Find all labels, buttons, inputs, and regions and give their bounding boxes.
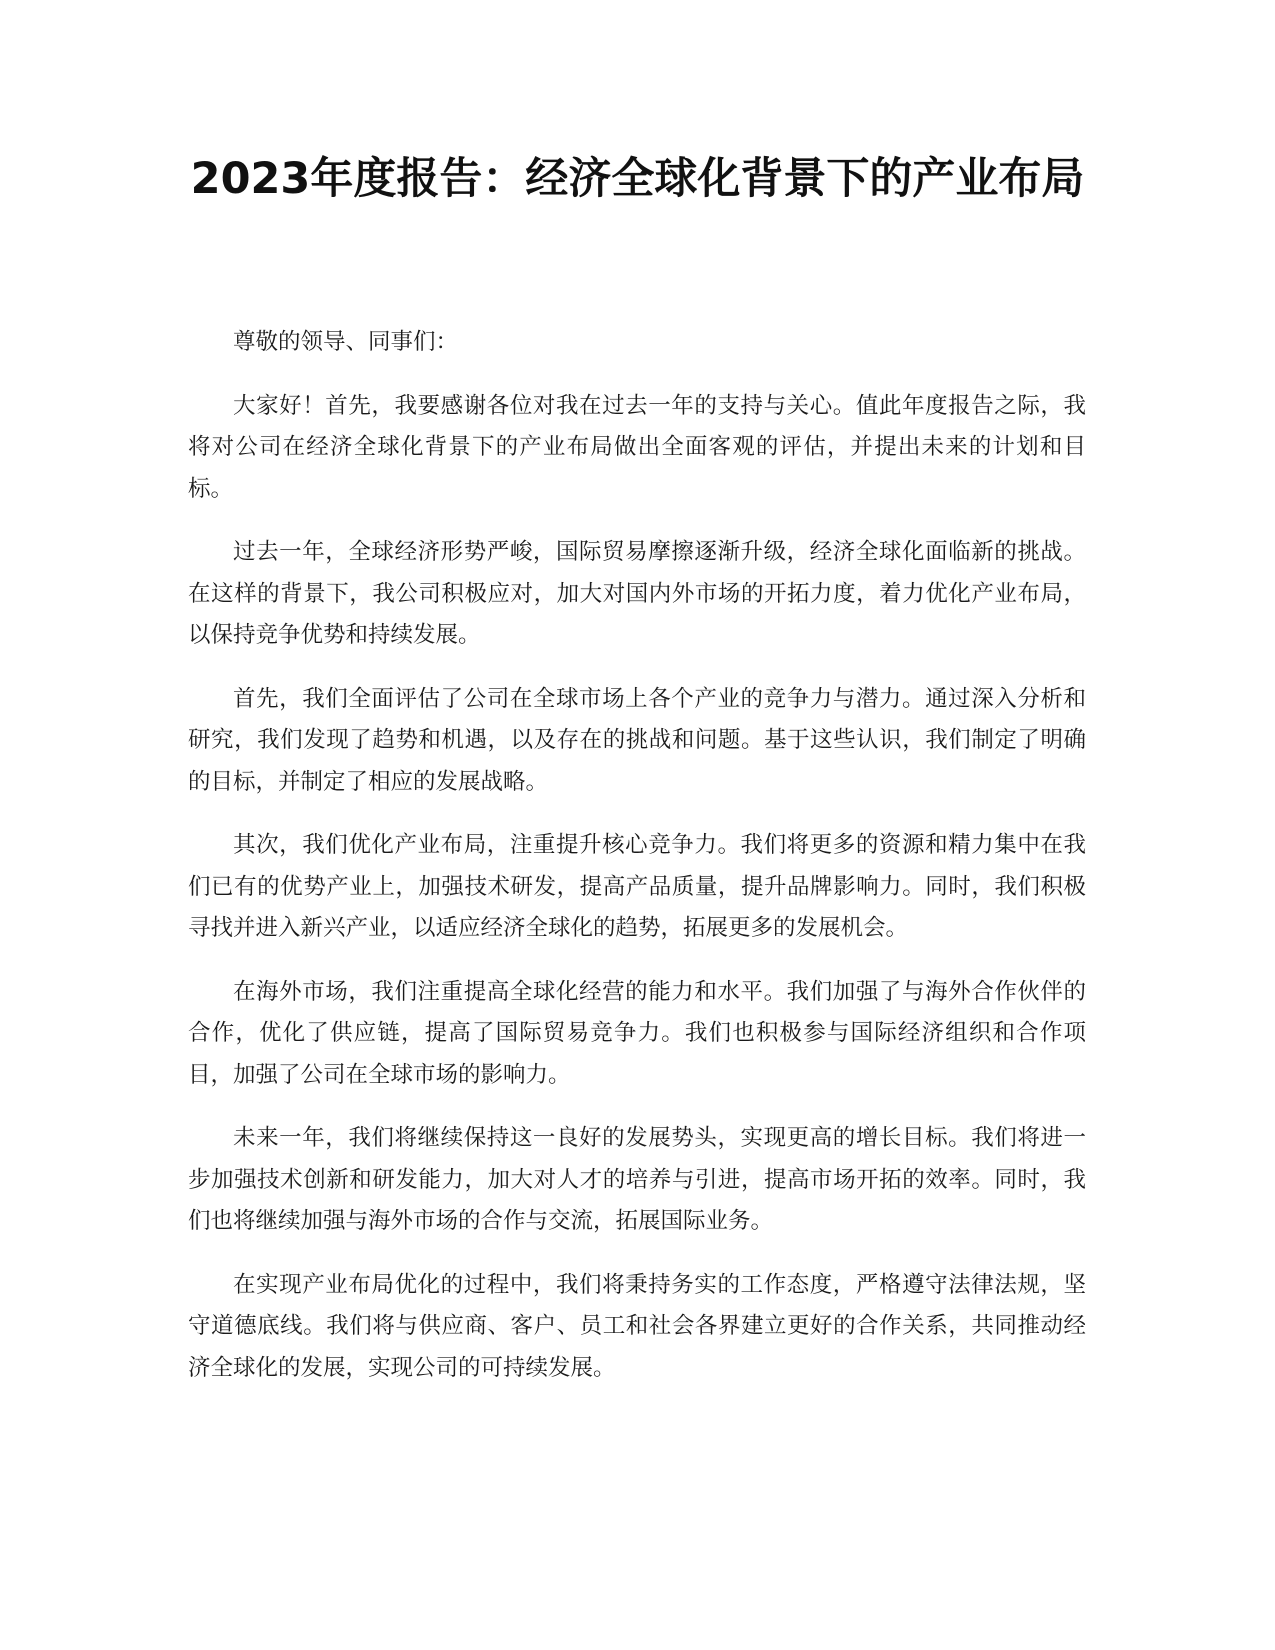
salutation: 尊敬的领导、同事们： [233,329,459,355]
paragraph: 过去一年，全球经济形势严峻，国际贸易摩擦逐渐升级，经济全球化面临新的挑战。在这样的背景下，我公司积极应对，加大对国内外市场的开拓力度，着力优化产业布局，以保持竞争优势和持续发展。 [188,539,1086,648]
paragraph: 在实现产业布局优化的过程中，我们将秉持务实的工作态度，严格遵守法律法规，坚守道德底线。我们将与供应商、客户、员工和社会各界建立更好的合作关系，共同推动经济全球化的发展，实现公司的可持续发展。 [188,1271,1086,1381]
document-body [188,322,1086,1411]
paragraph: 未来一年，我们将继续保持这一良好的发展势头，实现更高的增长目标。我们将进一步加强技术创新和研发能力，加大对人才的培养与引进，提高市场开拓的效率。同时，我们也将继续加强与海外市场的合作与交流，拓展国际业务。 [188,1125,1086,1234]
paragraph: 首先，我们全面评估了公司在全球市场上各个产业的竞争力与潜力。通过深入分析和研究，我们发现了趋势和机遇，以及存在的挑战和问题。基于这些认识，我们制定了明确的目标，并制定了相应的发展战略。 [188,685,1086,795]
paragraph: 其次，我们优化产业布局，注重提升核心竞争力。我们将更多的资源和精力集中在我们已有的优势产业上，加强技术研发，提高产品质量，提升品牌影响力。同时，我们积极寻找并进入新兴产业，以适应经济全球化的趋势，拓展更多的发展机会。 [188,832,1086,941]
paragraph: 大家好！首先，我要感谢各位对我在过去一年的支持与关心。值此年度报告之际，我将对公司在经济全球化背景下的产业布局做出全面客观的评估，并提出未来的计划和目标。 [188,392,1086,502]
document-title: 2023年度报告：经济全球化背景下的产业布局 [190,154,1085,204]
paragraph: 在海外市场，我们注重提高全球化经营的能力和水平。我们加强了与海外合作伙伴的合作，优化了供应链，提高了国际贸易竞争力。我们也积极参与国际经济组织和合作项目，加强了公司在全球市场的影响力。 [188,978,1086,1088]
